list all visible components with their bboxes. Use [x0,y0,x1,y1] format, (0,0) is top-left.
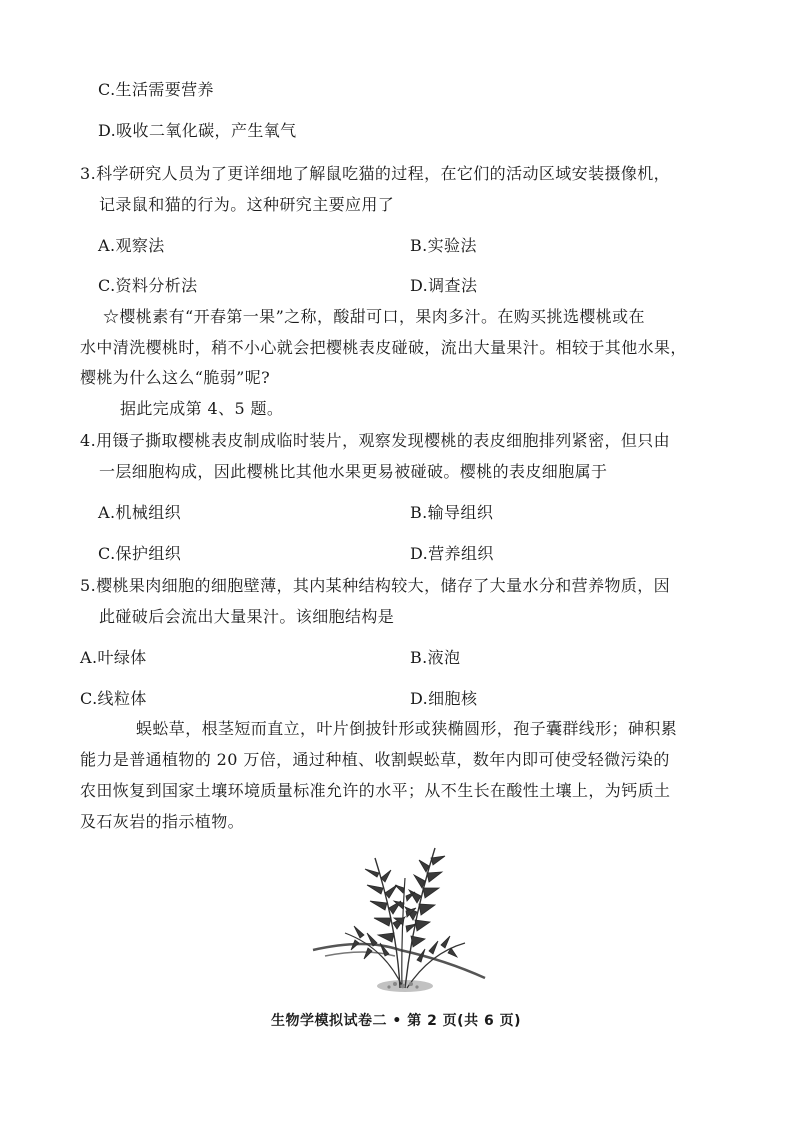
fern-intro-line2: 能力是普通植物的 20 万倍，通过种植、收割蜈蚣草，数年内即可使受轻微污染的 [80,750,670,769]
cherry-intro-line4: 据此完成第 4、5 题。 [120,399,284,418]
q3-stem-line2: 记录鼠和猫的行为。这种研究主要应用了 [99,195,395,214]
q5-stem-line1: 5.樱桃果肉细胞的细胞壁薄，其内某种结构较大，储存了大量水分和营养物质，因 [80,576,671,595]
q2-option-d: D.吸收二氧化碳，产生氧气 [98,121,297,140]
q3-option-d: D.调查法 [410,276,478,295]
cherry-intro-line1: ☆樱桃素有“开春第一果”之称，酸甜可口，果肉多汁。在购买挑选樱桃或在 [103,307,645,326]
q5-stem-line2: 此碰破后会流出大量果汁。该细胞结构是 [99,607,395,626]
q4-option-a: A.机械组织 [98,503,182,522]
q3-option-c: C.资料分析法 [98,276,198,295]
q5-option-d: D.细胞核 [410,689,478,708]
fern-plant-illustration [305,838,495,998]
q4-stem-line1: 4.用镊子撕取樱桃表皮制成临时装片，观察发现樱桃的表皮细胞排列紧密，但只由 [80,431,671,450]
q4-stem-line2: 一层细胞构成，因此樱桃比其他水果更易被碰破。樱桃的表皮细胞属于 [99,462,608,481]
q3-option-b: B.实验法 [410,236,477,255]
fern-fronds [345,848,465,988]
q4-option-d: D.营养组织 [410,544,494,563]
q5-option-c: C.线粒体 [80,689,147,708]
page-footer: 生物学模拟试卷二 • 第 2 页(共 6 页) [271,1013,521,1029]
fern-intro-line4: 及石灰岩的指示植物。 [80,812,245,831]
q4-option-c: C.保护组织 [98,544,182,563]
q3-option-a: A.观察法 [98,236,165,255]
q5-option-b: B.液泡 [410,648,461,667]
q3-stem-line1: 3.科学研究人员为了更详细地了解鼠吃猫的过程，在它们的活动区域安装摄像机， [80,164,671,183]
cherry-intro-line3: 樱桃为什么这么“脆弱”呢? [80,368,271,387]
cherry-intro-line2: 水中清洗樱桃时，稍不小心就会把樱桃表皮碰破，流出大量果汁。相较于其他水果， [80,338,687,357]
fern-intro-line1: 蜈蚣草，根茎短而直立，叶片倒披针形或狭椭圆形，孢子囊群线形；砷积累 [136,719,678,738]
q2-option-c: C.生活需要营养 [98,80,214,99]
fern-intro-line3: 农田恢复到国家土壤环境质量标准允许的水平；从不生长在酸性土壤上，为钙质土 [80,781,671,800]
q5-option-a: A.叶绿体 [80,648,147,667]
q4-option-b: B.输导组织 [410,503,494,522]
